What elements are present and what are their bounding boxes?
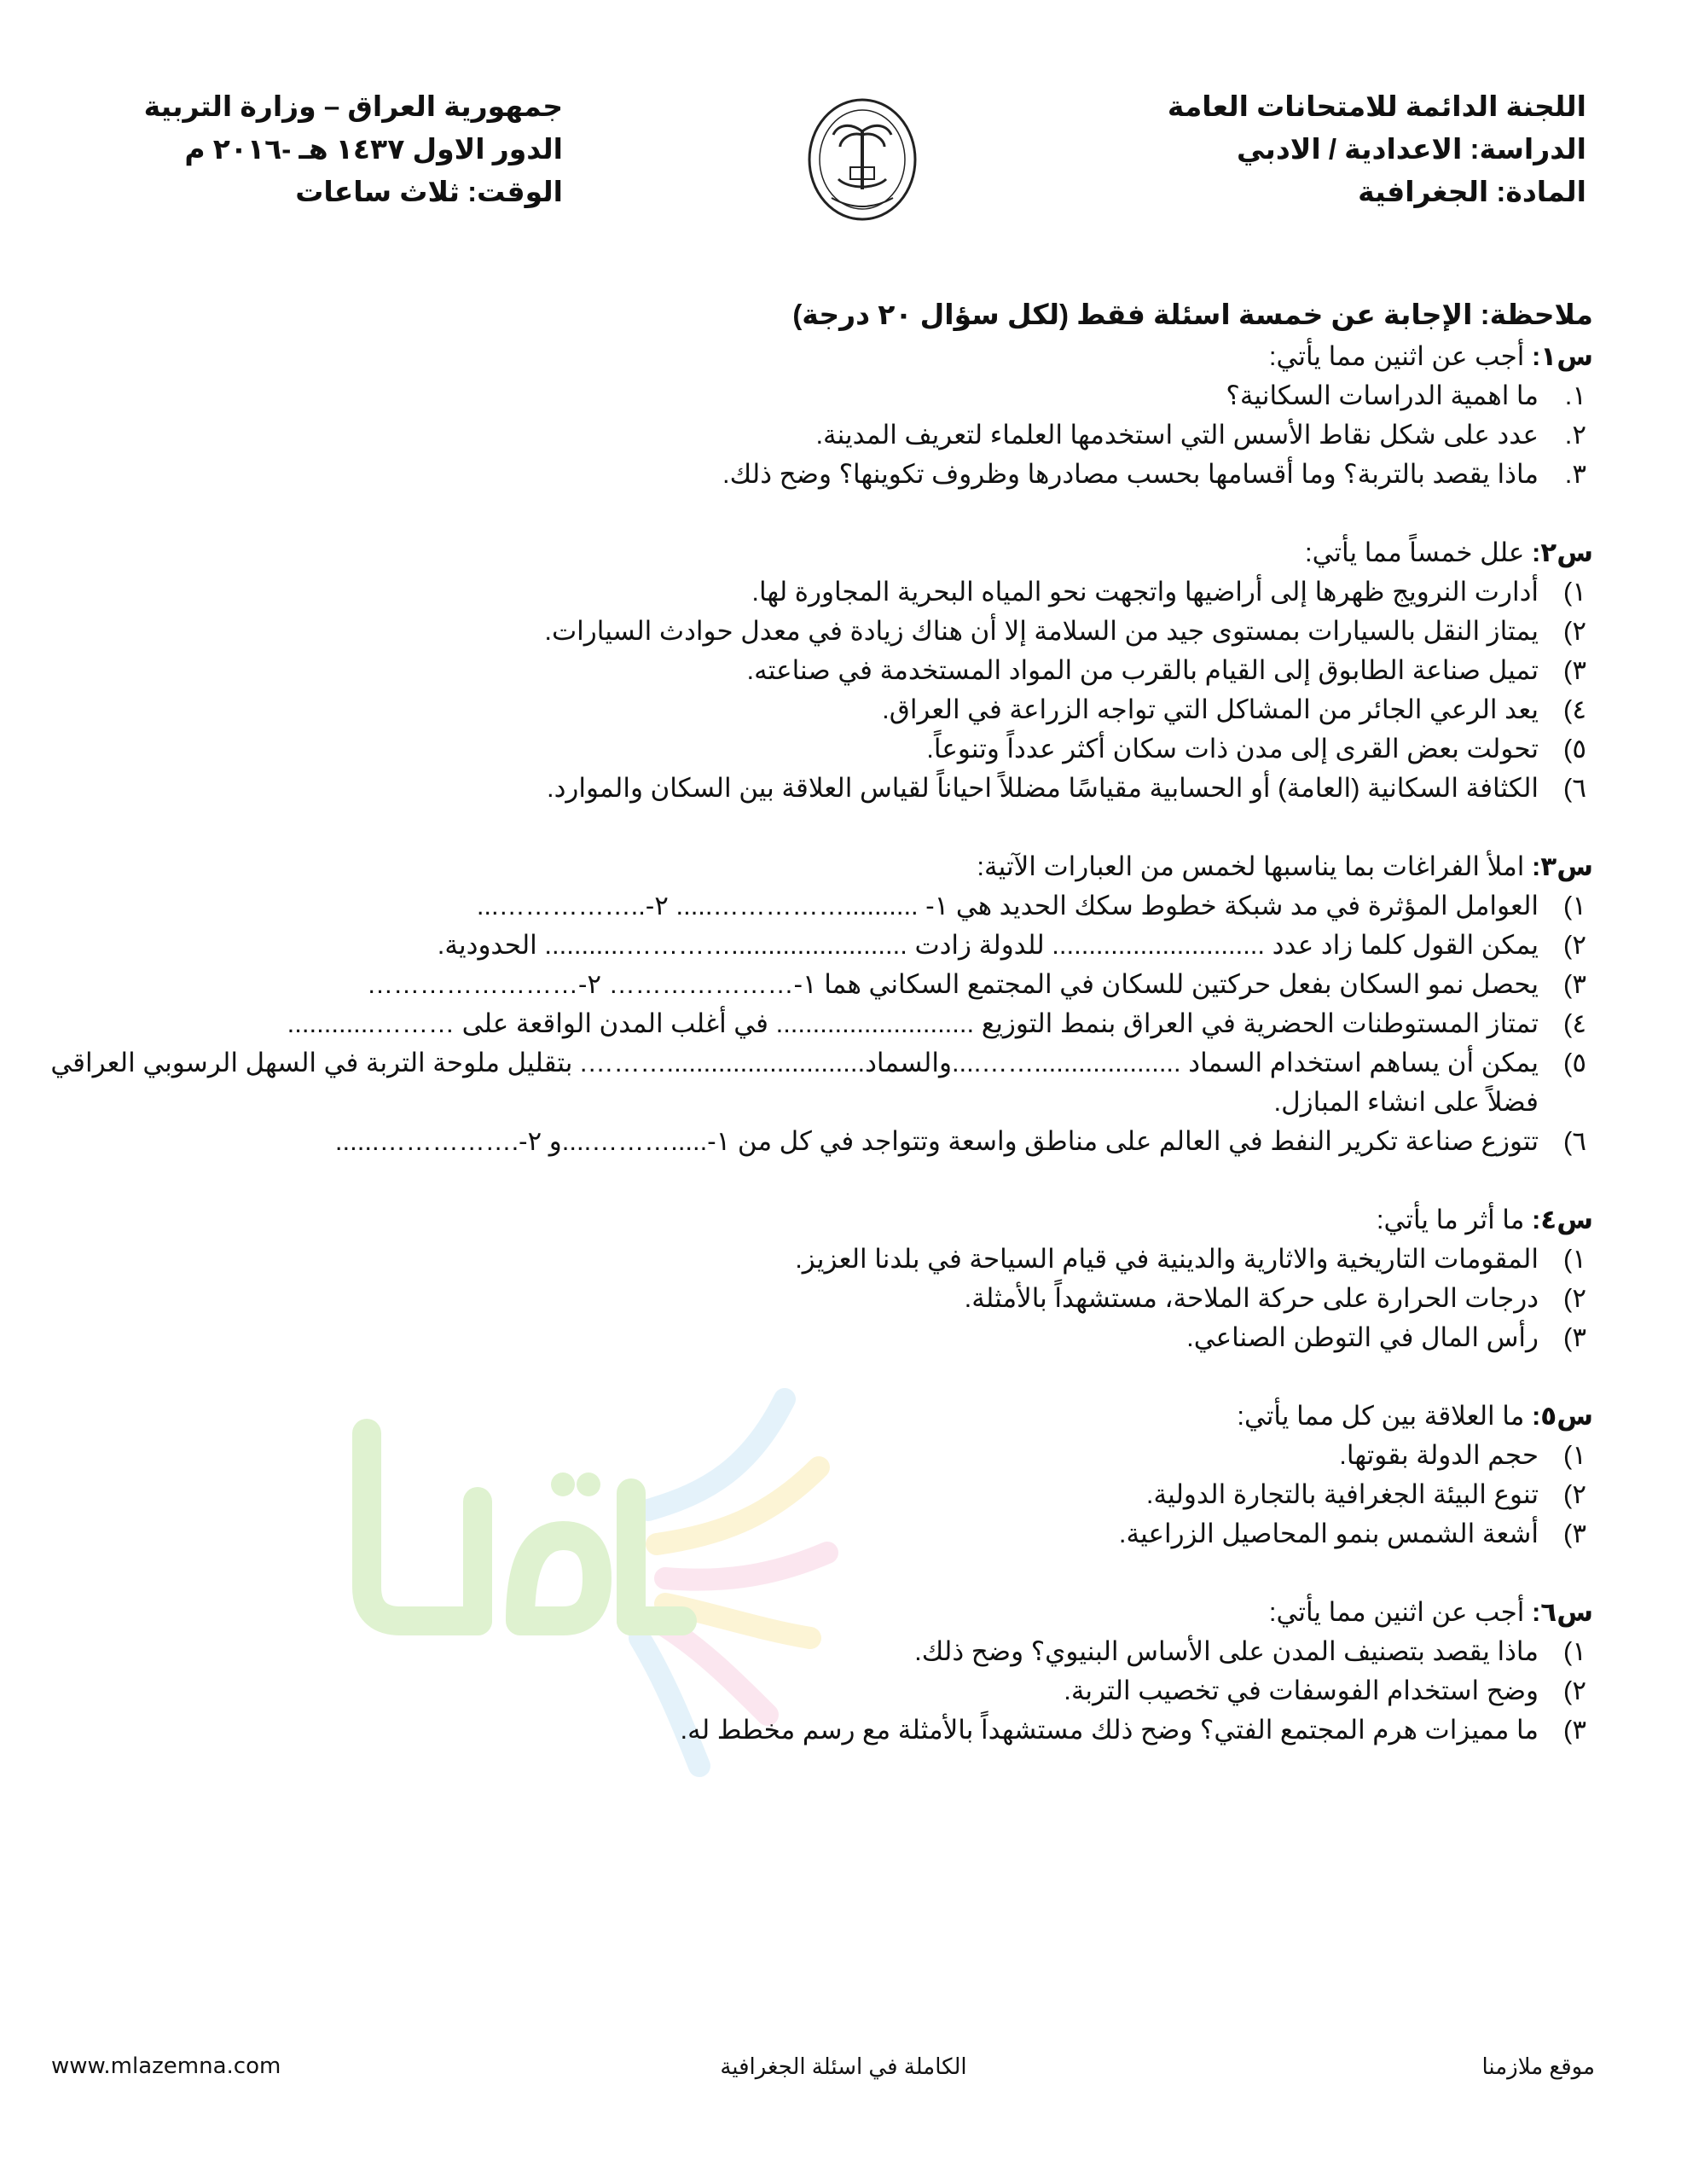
item-number: ١): [1563, 1244, 1586, 1274]
question-number: س١:: [1531, 341, 1593, 371]
item-text: تتوزع صناعة تكرير النفط في العالم على مناطق واسعة وتتواجد في كل من ١-.....………....و ٢-.……………......: [334, 1126, 1539, 1156]
item-text: عدد على شكل نقاط الأسس التي استخدمها العلماء لتعريف المدينة.: [815, 420, 1539, 450]
question-header: [24, 1397, 1593, 1436]
page-footer: [0, 2049, 1687, 2092]
item-number: ٥): [1563, 1048, 1586, 1077]
item-number: ٦): [1563, 773, 1586, 803]
item-text: الكثافة السكانية (العامة) أو الحسابية مقياسًا مضللاً احياناً لقياس العلاقة بين السكان والموارد.: [546, 773, 1539, 803]
list-item: [24, 1475, 1593, 1514]
header-right-block: [938, 85, 1586, 213]
list-item: [24, 1240, 1593, 1279]
item-number: ١): [1563, 891, 1586, 921]
list-item: [24, 1043, 1593, 1122]
exam-duration: الوقت: ثلاث ساعات: [295, 176, 563, 207]
question-5: [24, 1397, 1593, 1554]
question-3: [24, 847, 1593, 1161]
question-title: أجب عن اثنين مما يأتي:: [1268, 1597, 1525, 1627]
item-text: يمكن أن يساهم استخدام السماد ....................……....والسماد...........................………. بتقليل ملوحة التربة في السهل الرسوبي العراقي فضلاً على انشاء المبازل.: [50, 1048, 1539, 1117]
item-number: ٤): [1563, 694, 1586, 724]
footer-center-text: الكاملة في اسئلة الجغرافية: [720, 2053, 967, 2079]
subject: المادة: الجغرافية: [1358, 176, 1586, 207]
list-item: [24, 1436, 1593, 1475]
exam-body: [24, 294, 1593, 1789]
item-text: تميل صناعة الطابوق إلى القيام بالقرب من المواد المستخدمة في صناعته.: [746, 655, 1539, 685]
question-number: س٤:: [1531, 1205, 1593, 1234]
question-title: أجب عن اثنين مما يأتي:: [1268, 341, 1525, 371]
list-item: [24, 1279, 1593, 1318]
list-item: [24, 651, 1593, 690]
item-text: العوامل المؤثرة في مد شبكة خطوط سكك الحديد هي ١- ..........……………..... ٢-..……………...: [476, 891, 1539, 921]
list-item: [24, 376, 1593, 415]
item-text: درجات الحرارة على حركة الملاحة، مستشهداً بالأمثلة.: [964, 1283, 1539, 1313]
item-number: ٢): [1563, 616, 1586, 646]
item-text: وضح استخدام الفوسفات في تخصيب التربة.: [1064, 1676, 1539, 1705]
question-title: ما العلاقة بين كل مما يأتي:: [1237, 1401, 1525, 1431]
item-number: ٣.: [1564, 459, 1586, 489]
question-title: علل خمساً مما يأتي:: [1304, 537, 1525, 567]
question-header: [24, 1200, 1593, 1240]
item-text: أدارت النرويج ظهرها إلى أراضيها واتجهت نحو المياه البحرية المجاورة لها.: [751, 577, 1539, 607]
list-item: [24, 1318, 1593, 1357]
header-left-block: [85, 85, 563, 213]
item-text: أشعة الشمس بنمو المحاصيل الزراعية.: [1118, 1519, 1539, 1548]
list-item: [24, 690, 1593, 729]
list-item: [24, 1004, 1593, 1043]
item-text: تحولت بعض القرى إلى مدن ذات سكان أكثر عدداً وتنوعاً.: [926, 734, 1539, 764]
item-number: ٣): [1563, 655, 1586, 685]
list-item: [24, 1711, 1593, 1750]
footer-url-link[interactable]: www.mlazemna.com: [51, 2053, 281, 2079]
list-item: [24, 1122, 1593, 1161]
question-4: [24, 1200, 1593, 1357]
item-number: ١): [1563, 1636, 1586, 1666]
country-ministry: جمهورية العراق – وزارة التربية: [143, 90, 563, 122]
item-number: ٢): [1563, 1479, 1586, 1509]
item-number: ٢): [1563, 930, 1586, 960]
item-number: ٥): [1563, 734, 1586, 764]
item-number: ١.: [1564, 380, 1586, 410]
item-number: ٣): [1563, 1322, 1586, 1352]
exam-session: الدور الاول ١٤٣٧ هـ -٢٠١٦ م: [184, 133, 563, 165]
list-item: [24, 572, 1593, 612]
question-header: [24, 1593, 1593, 1632]
list-item: [24, 612, 1593, 651]
item-text: تمتاز المستوطنات الحضرية في العراق بنمط التوزيع ........................... في أغلب المدن الواقعة على ………............: [287, 1008, 1539, 1038]
item-number: ٦): [1563, 1126, 1586, 1156]
question-number: س٢:: [1531, 537, 1593, 567]
item-number: ٣): [1563, 969, 1586, 999]
question-number: س٣:: [1531, 851, 1593, 881]
item-text: رأس المال في التوطن الصناعي.: [1186, 1322, 1539, 1352]
item-number: ١): [1563, 1440, 1586, 1470]
study-branch: الدراسة: الاعدادية / الادبي: [1237, 133, 1586, 165]
list-item: [24, 886, 1593, 926]
item-text: يحصل نمو السكان بفعل حركتين للسكان في المجتمع السكاني هما ١-………………… ٢-……………………: [367, 969, 1539, 999]
question-number: س٦:: [1531, 1597, 1593, 1627]
item-text: يمتاز النقل بالسيارات بمستوى جيد من السلامة إلا أن هناك زيادة في معدل حوادث السيارات.: [544, 616, 1539, 646]
exam-note: ملاحظة: الإجابة عن خمسة اسئلة فقط (لكل سؤال ٢٠ درجة): [792, 299, 1593, 330]
item-text: ماذا يقصد بتصنيف المدن على الأساس البنيوي؟ وضح ذلك.: [914, 1636, 1539, 1666]
item-text: يعد الرعي الجائر من المشاكل التي تواجه الزراعة في العراق.: [882, 694, 1539, 724]
footer-site-name: موقع ملازمنا: [1481, 2053, 1595, 2079]
item-number: ٣): [1563, 1519, 1586, 1548]
question-1: [24, 337, 1593, 494]
item-number: ٢): [1563, 1676, 1586, 1705]
list-item: [24, 1671, 1593, 1711]
item-text: المقومات التاريخية والاثارية والدينية في قيام السياحة في بلدنا العزيز.: [795, 1244, 1539, 1274]
item-number: ٢.: [1564, 420, 1586, 450]
question-header: [24, 337, 1593, 376]
list-item: [24, 415, 1593, 455]
question-number: س٥:: [1531, 1401, 1593, 1431]
question-title: ما أثر ما يأتي:: [1376, 1205, 1525, 1234]
item-number: ٤): [1563, 1008, 1586, 1038]
item-text: تنوع البيئة الجغرافية بالتجارة الدولية.: [1145, 1479, 1539, 1509]
item-text: ما مميزات هرم المجتمع الفتي؟ وضح ذلك مستشهداً بالأمثلة مع رسم مخطط له.: [680, 1715, 1539, 1745]
list-item: [24, 965, 1593, 1004]
list-item: [24, 1632, 1593, 1671]
item-text: ماذا يقصد بالتربة؟ وما أقسامها بحسب مصادرها وظروف تكوينها؟ وضح ذلك.: [722, 459, 1539, 489]
question-6: [24, 1593, 1593, 1750]
ministry-seal-icon: [806, 96, 919, 224]
list-item: [24, 769, 1593, 808]
question-header: [24, 847, 1593, 886]
question-header: [24, 533, 1593, 572]
question-2: [24, 533, 1593, 808]
item-number: ٣): [1563, 1715, 1586, 1745]
item-text: حجم الدولة بقوتها.: [1339, 1440, 1539, 1470]
committee-title: اللجنة الدائمة للامتحانات العامة: [1167, 90, 1586, 122]
list-item: [24, 926, 1593, 965]
item-text: ما اهمية الدراسات السكانية؟: [1226, 380, 1539, 410]
list-item: [24, 1514, 1593, 1554]
item-number: ١): [1563, 577, 1586, 607]
item-text: يمكن القول كلما زاد عدد ............................. للدولة زادت ........................…………........... الحدودية.: [437, 930, 1539, 960]
list-item: [24, 729, 1593, 769]
list-item: [24, 455, 1593, 494]
item-number: ٢): [1563, 1283, 1586, 1313]
question-title: املأ الفراغات بما يناسبها لخمس من العبارات الآتية:: [977, 851, 1525, 881]
